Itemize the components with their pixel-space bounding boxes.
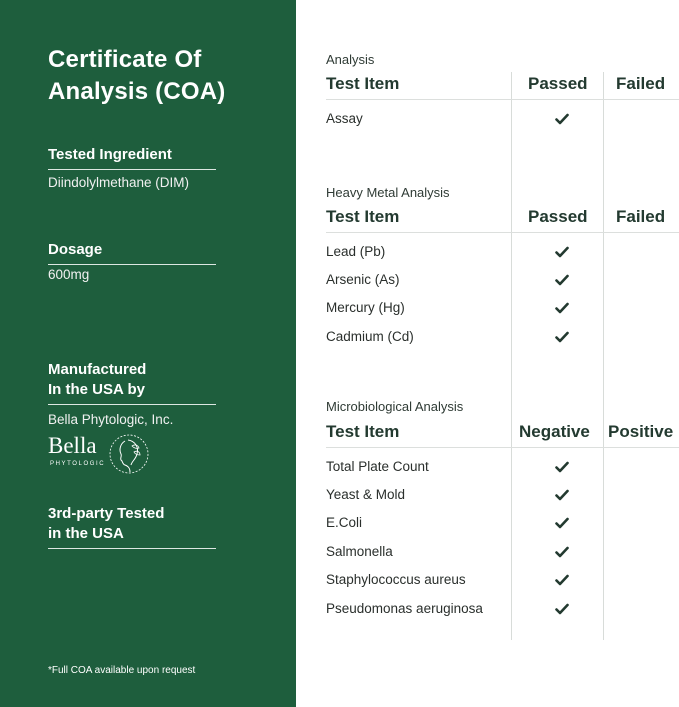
row-label: Staphylococcus aureus (326, 572, 466, 587)
manufactured-heading-line1: Manufactured (48, 361, 147, 378)
table-row (326, 270, 679, 292)
dosage-value: 600mg (48, 267, 90, 282)
heavy-metal-header-failed: Failed (616, 207, 666, 226)
microbiological-header-positive: Positive (608, 422, 674, 441)
table-row (326, 109, 679, 131)
analysis-header-passed: Passed (528, 74, 588, 93)
dosage-heading: Dosage (48, 240, 216, 265)
manufacturer-value: Bella Phytologic, Inc. (48, 412, 174, 427)
microbiological-header-item: Test Item (326, 422, 400, 441)
manufactured-heading-line2: In the USA by (48, 381, 145, 398)
table-row (326, 298, 679, 320)
heavy-metal-caption: Heavy Metal Analysis (326, 185, 450, 200)
row-label: Yeast & Mold (326, 487, 406, 502)
third-party-heading (48, 504, 216, 549)
footnote: *Full COA available upon request (48, 665, 196, 676)
microbiological-header (326, 421, 679, 448)
row-label: Cadmium (Cd) (326, 329, 414, 344)
woman-profile-leaf-icon (108, 432, 150, 476)
row-label: Arsenic (As) (326, 272, 400, 287)
checkmark-icon (555, 273, 569, 287)
analysis-panel (296, 0, 679, 707)
checkmark-icon (555, 112, 569, 126)
microbiological-caption: Microbiological Analysis (326, 399, 464, 414)
logo-subtitle: PHYTOLOGIC (50, 461, 106, 467)
row-label: Mercury (Hg) (326, 300, 405, 315)
tested-ingredient-heading: Tested Ingredient (48, 145, 216, 170)
table-row (326, 513, 679, 535)
row-label: Salmonella (326, 544, 393, 559)
analysis-header (326, 73, 679, 100)
tested-ingredient-value: Diindolylmethane (DIM) (48, 175, 190, 190)
manufactured-heading (48, 360, 216, 405)
row-label: E.Coli (326, 515, 363, 530)
logo-wordmark: Bella (48, 433, 97, 458)
row-label: Pseudomonas aeruginosa (326, 601, 483, 616)
left-panel (0, 0, 296, 707)
checkmark-icon (555, 330, 569, 344)
checkmark-icon (555, 545, 569, 559)
checkmark-icon (555, 460, 569, 474)
third-party-heading-line1: 3rd-party Tested (48, 505, 165, 522)
table-row (326, 485, 679, 507)
checkmark-icon (555, 516, 569, 530)
heavy-metal-header (326, 206, 679, 233)
checkmark-icon (555, 488, 569, 502)
row-label: Assay (326, 111, 363, 126)
table-row (326, 570, 679, 592)
third-party-heading-line2: in the USA (48, 525, 124, 542)
table-row (326, 599, 679, 621)
table-row (326, 327, 679, 349)
page-title: Certificate Of Analysis (COA) (48, 46, 226, 105)
analysis-header-item: Test Item (326, 74, 400, 93)
checkmark-icon (555, 301, 569, 315)
table-row (326, 542, 679, 564)
microbiological-header-negative: Negative (519, 422, 590, 441)
heavy-metal-header-item: Test Item (326, 207, 400, 226)
analysis-caption: Analysis (326, 52, 375, 67)
checkmark-icon (555, 573, 569, 587)
analysis-header-failed: Failed (616, 74, 666, 93)
checkmark-icon (555, 602, 569, 616)
table-row (326, 457, 679, 479)
heavy-metal-header-passed: Passed (528, 207, 588, 226)
checkmark-icon (555, 245, 569, 259)
table-row (326, 242, 679, 264)
row-label: Total Plate Count (326, 459, 429, 474)
bella-phytologic-logo (48, 432, 158, 476)
row-label: Lead (Pb) (326, 244, 386, 259)
